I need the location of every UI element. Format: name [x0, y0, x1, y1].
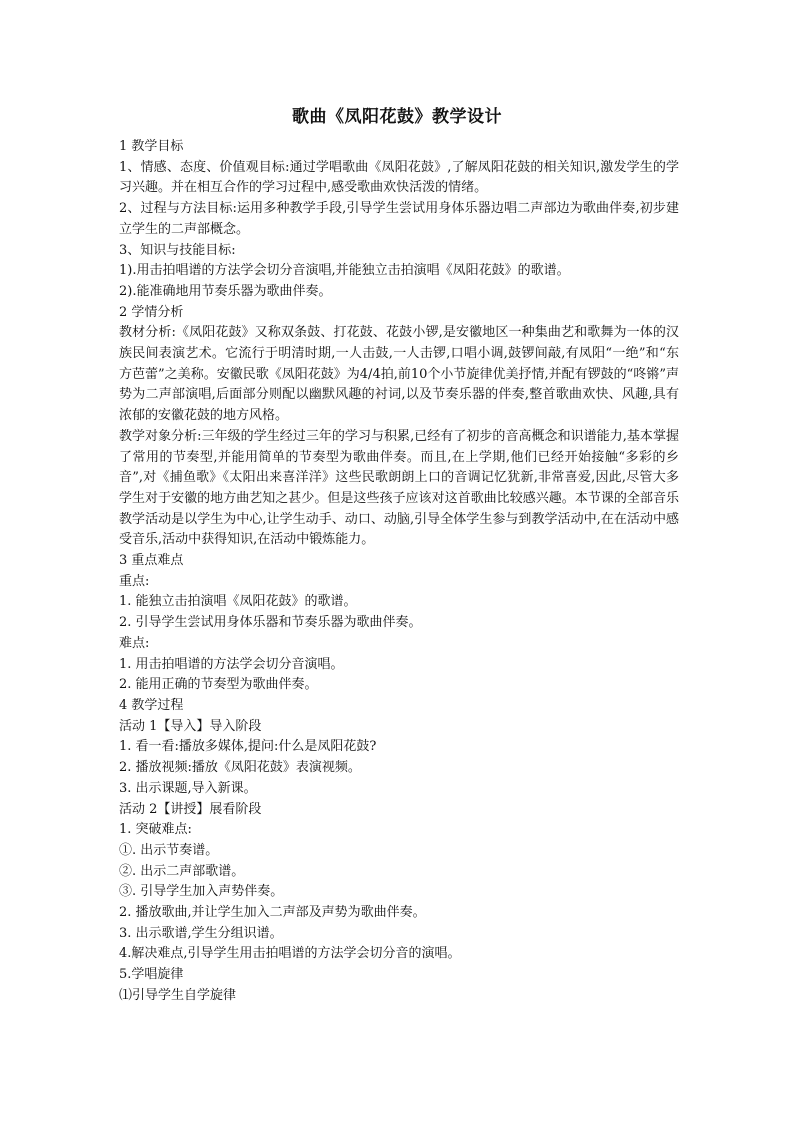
activity-title: 活动 1【导入】导入阶段 [119, 718, 262, 734]
list-item: ⑴引导学生自学旋律 [119, 987, 237, 1003]
list-item: 1. 突破难点: [119, 822, 192, 838]
activity-title: 活动 2【讲授】展看阶段 [119, 801, 262, 817]
list-item: 1. 能独立击拍演唱《凤阳花鼓》的歌谱。 [119, 594, 357, 610]
list-item: 3. 出示课题,导入新课。 [119, 780, 257, 796]
section-heading: 1 教学目标 [119, 139, 184, 154]
list-item: ③. 引导学生加入声势伴奏。 [119, 884, 284, 900]
section-heading: 2 学情分析 [119, 304, 184, 320]
list-item: 2. 播放歌曲,并让学生加入二声部及声势为歌曲伴奏。 [119, 905, 426, 921]
list-item: 1. 用击拍唱谱的方法学会切分音演唱。 [119, 656, 344, 672]
paragraph: 教材分析:《凤阳花鼓》又称双条鼓、打花鼓、花鼓小锣,是安徽地区一种集曲艺和歌舞为一体的汉族民间表演艺术。它流行于明清时期,一人击鼓,一人击锣,口唱小调,鼓锣间敲,有凤阳“一绝”和“东方芭蕾”之美称。安徽民歌《凤阳花鼓》为4/4拍,前10个小节旋律优美抒情,并配有锣鼓的“咚锵”声势为二声部演唱,后面部分则配以幽默风趣的衬词,以及节奏乐器的伴奏,整首歌曲欢快、风趣,具有浓郁的安徽花鼓的地方风格。 [119, 325, 679, 424]
list-item: 1).用击拍唱谱的方法学会切分音演唱,并能独立击拍演唱《凤阳花鼓》的歌谱。 [119, 263, 570, 279]
list-item: 2. 引导学生尝试用身体乐器和节奏乐器为歌曲伴奏。 [119, 615, 422, 631]
list-item: 4.解决难点,引导学生用击拍唱谱的方法学会切分音的演唱。 [119, 946, 461, 962]
document-body [119, 137, 679, 1007]
paragraph: 1、情感、态度、价值观目标:通过学唱歌曲《凤阳花鼓》,了解凤阳花鼓的相关知识,激发学生的学习兴趣。并在相互合作的学习过程中,感受歌曲欢快活泼的情绪。 [119, 159, 679, 196]
list-item: ②. 出示二声部歌谱。 [119, 863, 245, 879]
list-item: 1. 看一看:播放多媒体,提问:什么是凤阳花鼓? [119, 739, 377, 755]
list-item: 2. 播放视频:播放《凤阳花鼓》表演视频。 [119, 760, 361, 776]
section-heading: 3 重点难点 [119, 553, 184, 569]
list-item: 2).能准确地用节奏乐器为歌曲伴奏。 [119, 283, 332, 299]
list-item: ①. 出示节奏谱。 [119, 842, 219, 858]
document-title: 歌曲《凤阳花鼓》教学设计 [292, 107, 502, 127]
subheading: 重点: [119, 573, 150, 589]
list-item: 5.学唱旋律 [119, 967, 184, 983]
paragraph: 3、知识与技能目标: [119, 242, 236, 258]
paragraph: 教学对象分析:三年级的学生经过三年的学习与积累,已经有了初步的音高概念和识谱能力,基本掌握了常用的节奏型,并能用简单的节奏型为歌曲伴奏。而且,在上学期,他们已经开始接触“多彩的乡音”,对《捕鱼歌》《太阳出来喜洋洋》这些民歌朗朗上口的音调记忆犹新,非常喜爱,因此,尽管大多学生对于安徽的地方曲艺知之甚少。但是这些孩子应该对这首歌曲比较感兴趣。本节课的全部音乐教学活动是以学生为中心,让学生动手、动口、动脑,引导全体学生参与到教学活动中,在在活动中感受音乐,活动中获得知识,在活动中锻炼能力。 [119, 428, 679, 548]
list-item: 2. 能用正确的节奏型为歌曲伴奏。 [119, 677, 318, 693]
list-item: 3. 出示歌谱,学生分组识谱。 [119, 925, 283, 941]
subheading: 难点: [119, 635, 150, 651]
paragraph: 2、过程与方法目标:运用多种教学手段,引导学生尝试用身体乐器边唱二声部边为歌曲伴奏,初步建立学生的二声部概念。 [119, 201, 679, 237]
section-heading: 4 教学过程 [119, 697, 184, 713]
